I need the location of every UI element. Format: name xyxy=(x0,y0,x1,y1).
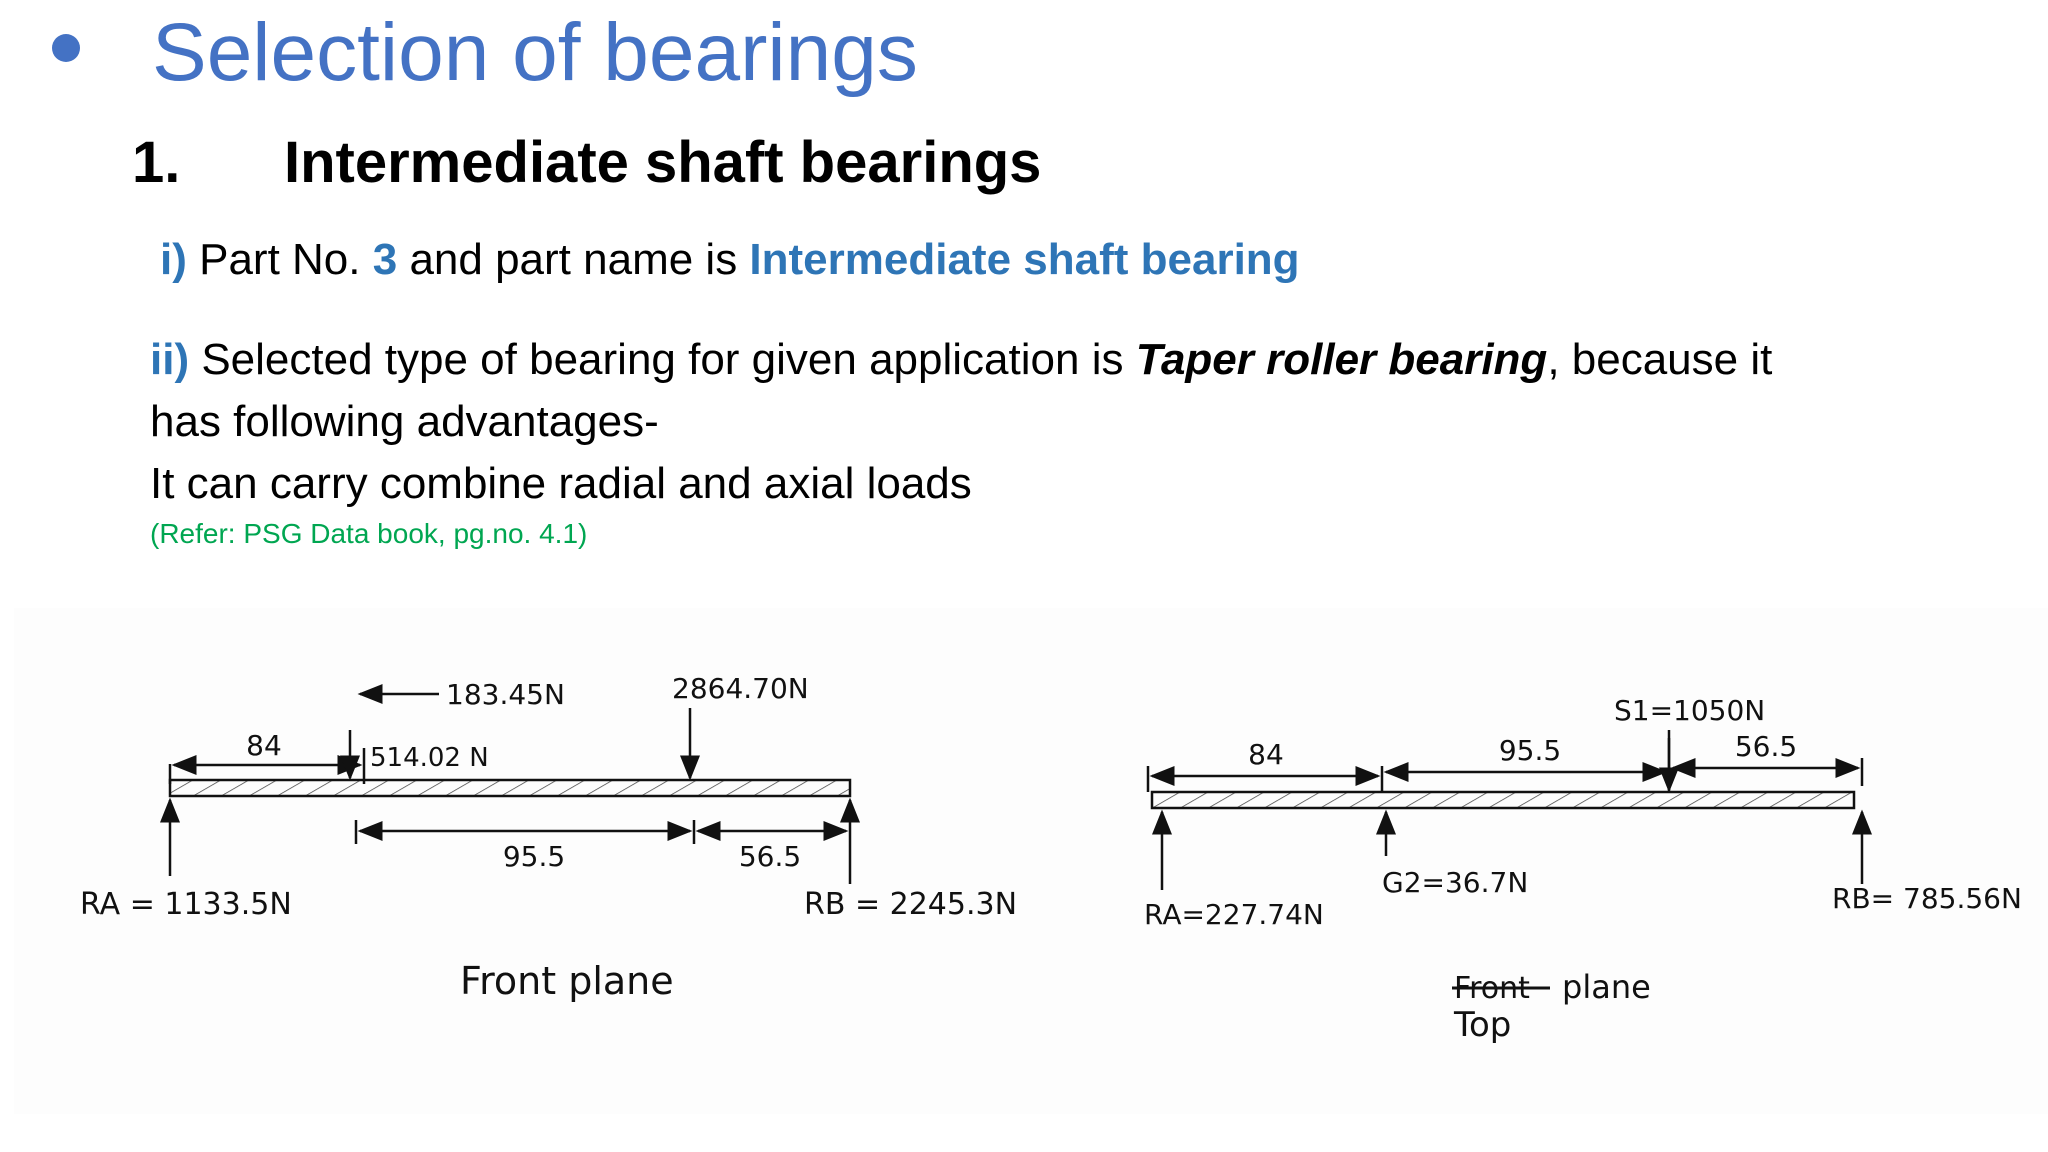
part-name: Intermediate shaft bearing xyxy=(749,235,1300,284)
front-dim-95: 95.5 xyxy=(502,840,566,873)
part-number: 3 xyxy=(372,235,398,284)
front-shaft xyxy=(170,780,850,796)
front-axial-label: 183.45N xyxy=(446,678,565,711)
point-i-text-b: and part name is xyxy=(397,235,750,284)
point-ii-line-1 xyxy=(150,334,1772,387)
front-load-514-label: 514.02 N xyxy=(370,743,489,773)
top-dim-56: 56.5 xyxy=(1734,730,1798,763)
front-plane-caption: Front plane xyxy=(460,959,674,1003)
front-load-2864-label: 2864.70N xyxy=(672,672,809,705)
front-reaction-a-label: RA = 1133.5N xyxy=(80,887,292,922)
slide-title: Selection of bearings xyxy=(152,7,918,98)
top-reaction-b-label: RB= 785.56N xyxy=(1832,882,2022,915)
top-reaction-a-label: RA=227.74N xyxy=(1144,898,1324,931)
reference-note: (Refer: PSG Data book, pg.no. 4.1) xyxy=(150,518,588,549)
top-caption-word: plane xyxy=(1562,968,1651,1006)
beam-diagrams-figure xyxy=(14,608,2048,1114)
bullet-dot xyxy=(52,34,80,62)
top-plane-diagram xyxy=(1144,694,2022,1045)
top-load-s1-label: S1=1050N xyxy=(1614,694,1766,727)
point-ii-text-b: , because it xyxy=(1547,335,1773,384)
front-reaction-b-label: RB = 2245.3N xyxy=(804,887,1018,922)
top-dim-84: 84 xyxy=(1248,738,1284,771)
point-i-text-a: Part No. xyxy=(186,235,373,284)
top-caption-struck: Front xyxy=(1454,971,1530,1006)
top-dim-95: 95.5 xyxy=(1498,734,1562,767)
beam-diagrams-svg xyxy=(14,608,2048,1114)
subsection-number: 1. xyxy=(132,130,181,195)
point-ii-line-3: It can carry combine radial and axial loads xyxy=(150,459,972,508)
point-ii-line-2: has following advantages- xyxy=(150,397,659,446)
front-dim-56: 56.5 xyxy=(738,840,802,873)
point-ii-marker: ii) xyxy=(150,335,190,384)
front-plane-diagram xyxy=(80,672,1017,1003)
top-caption-correction: Top xyxy=(1454,1005,1512,1045)
point-i-marker: i) xyxy=(160,235,187,284)
point-ii-text-a: Selected type of bearing for given application is xyxy=(189,335,1136,384)
subsection-title: Intermediate shaft bearings xyxy=(284,130,1042,195)
point-i xyxy=(160,234,1300,287)
top-load-g2-label: G2=36.7N xyxy=(1382,866,1529,899)
front-dim-84: 84 xyxy=(246,729,282,762)
bearing-type: Taper roller bearing xyxy=(1135,335,1548,384)
top-shaft xyxy=(1152,792,1854,808)
